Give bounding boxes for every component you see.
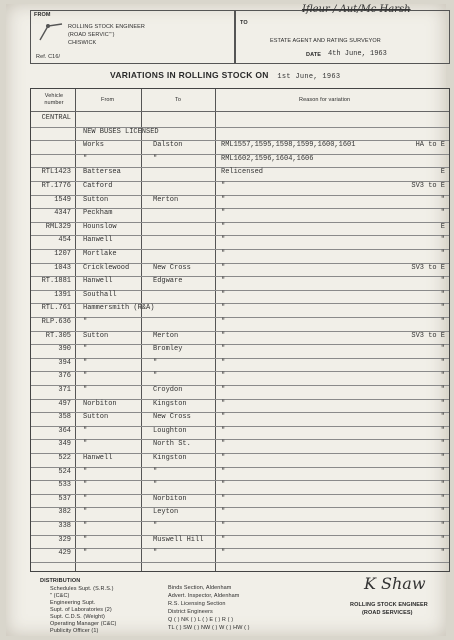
col-reason: Reason for variation <box>299 97 351 103</box>
to-cell: Loughton <box>153 426 187 435</box>
vehicle-cell: 522 <box>58 454 71 462</box>
to-cell: New Cross <box>153 413 191 422</box>
variations-table <box>30 88 450 572</box>
reason-cell: " <box>221 236 226 245</box>
table-row <box>31 127 449 141</box>
code-cell: " <box>440 535 445 544</box>
from-cell: " <box>83 549 88 558</box>
vehicle-cell: 382 <box>58 508 71 517</box>
from-cell: " <box>83 426 88 435</box>
from-line-1: ROLLING STOCK ENGINEER <box>68 24 145 30</box>
reason-cell: RML1557,1595,1598,1599,1600,1601 <box>221 141 356 150</box>
from-cell: Norbiton <box>83 399 117 408</box>
from-cell: " <box>83 345 88 354</box>
table-row <box>31 467 449 481</box>
vehicle-cell: RT.1776 <box>41 182 71 190</box>
from-cell: " <box>83 358 88 367</box>
table-row <box>31 494 449 508</box>
from-label: FROM <box>34 12 51 18</box>
from-cell: " <box>83 481 88 490</box>
reason-cell: " <box>221 277 226 286</box>
code-cell: " <box>440 467 445 476</box>
vehicle-cell: 1043 <box>54 263 71 272</box>
from-cell: Peckham <box>83 209 113 218</box>
reason-cell: " <box>221 399 226 408</box>
table-row <box>31 358 449 372</box>
table-row <box>31 113 449 127</box>
reason-cell: " <box>221 358 226 367</box>
vehicle-cell: 524 <box>58 467 71 476</box>
code-cell: HA to E <box>415 141 445 150</box>
table-row <box>31 235 449 249</box>
col-from: From <box>101 97 115 103</box>
from-cell: Hanwell <box>83 454 113 462</box>
reason-cell: " <box>221 467 226 476</box>
code-cell: " <box>440 454 445 462</box>
table-row <box>31 222 449 236</box>
from-cell: Sutton <box>83 195 109 204</box>
table-row <box>31 521 449 535</box>
from-cell: NEW BUSES LICENSED <box>83 127 159 136</box>
table-row <box>31 167 449 181</box>
to-cell: Kingston <box>153 399 187 408</box>
to-cell: Dalston <box>153 141 183 150</box>
reason-cell: " <box>221 494 226 503</box>
date-value: 4th June, 1963 <box>328 50 387 58</box>
to-cell: Bromley <box>153 345 183 354</box>
table-row <box>31 140 449 154</box>
reason-cell: " <box>221 182 226 190</box>
table-row <box>31 453 449 467</box>
from-cell: " <box>83 154 88 163</box>
code-cell: " <box>440 399 445 408</box>
reason-cell: " <box>221 304 226 313</box>
from-cell: Catford <box>83 182 113 190</box>
code-cell: " <box>440 481 445 490</box>
table-row <box>31 399 449 413</box>
code-cell: " <box>440 426 445 435</box>
distribution-mid <box>168 584 250 632</box>
vehicle-cell: 537 <box>58 494 71 503</box>
vehicle-cell: RT.1881 <box>41 277 71 286</box>
to-cell: North St. <box>153 440 191 449</box>
code-cell: " <box>440 195 445 204</box>
ref-number: Ref. C16/ <box>36 54 61 60</box>
from-cell: " <box>83 467 88 476</box>
table-row <box>31 303 449 317</box>
from-cell: Hounslow <box>83 222 117 231</box>
reason-cell: " <box>221 440 226 449</box>
code-cell: " <box>440 440 445 449</box>
to-cell: Leyton <box>153 508 179 517</box>
reason-cell: " <box>221 222 226 231</box>
vehicle-cell: CENTRAL <box>41 114 71 122</box>
table-row <box>31 249 449 263</box>
table-body <box>31 113 449 571</box>
title-date: 1st June, 1963 <box>277 73 341 81</box>
document-sheet <box>6 4 446 636</box>
table-row <box>31 412 449 426</box>
from-cell: Sutton <box>83 331 109 340</box>
vehicle-cell: 429 <box>58 549 71 558</box>
reason-cell: " <box>221 386 226 394</box>
reason-cell: " <box>221 318 226 326</box>
code-cell: " <box>440 372 445 381</box>
from-cell: Hammersmith (R&A) <box>83 304 155 313</box>
vehicle-cell: 394 <box>58 358 71 367</box>
vehicle-cell: 338 <box>58 522 71 530</box>
from-cell: Hanwell <box>83 277 113 286</box>
distribution-item: Engineering Supt. <box>50 600 96 606</box>
distribution-item: Supt. C.D.S. (Weight) <box>50 614 105 620</box>
reason-cell: " <box>221 331 226 340</box>
table-row <box>31 195 449 209</box>
code-cell: " <box>440 508 445 517</box>
signature: K Shaw <box>364 574 426 593</box>
to-label: TO <box>240 20 248 26</box>
vehicle-cell: 4347 <box>54 209 71 218</box>
vehicle-cell: 349 <box>58 440 71 449</box>
table-row <box>31 331 449 345</box>
distribution-item: Advert. Inspector, Aldenham <box>168 593 240 599</box>
table-row <box>31 263 449 277</box>
distribution-item: Supt. of Laboratories (2) <box>50 607 112 613</box>
vehicle-cell: 1207 <box>54 250 71 258</box>
to-cell: " <box>153 467 158 476</box>
table-row <box>31 426 449 440</box>
code-cell: SV3 to E <box>411 263 445 272</box>
from-cell: Southall <box>83 290 117 299</box>
vehicle-cell: 454 <box>58 236 71 245</box>
reason-cell: " <box>221 535 226 544</box>
code-cell: " <box>440 358 445 367</box>
distribution-item: Publicity Officer (1) <box>50 628 99 634</box>
from-cell: " <box>83 508 88 517</box>
vehicle-cell: 376 <box>58 372 71 381</box>
from-cell: " <box>83 535 88 544</box>
to-cell: Kingston <box>153 454 187 462</box>
reason-cell: " <box>221 481 226 490</box>
to-cell: " <box>153 481 158 490</box>
table-row <box>31 276 449 290</box>
from-line-3: CHISWICK <box>68 40 97 46</box>
from-cell: Sutton <box>83 413 109 422</box>
reason-cell: " <box>221 508 226 517</box>
from-cell: " <box>83 440 88 449</box>
code-cell: SV3 to E <box>411 182 445 190</box>
code-cell: " <box>440 318 445 326</box>
to-cell: Edgware <box>153 277 183 286</box>
distribution-label: DISTRIBUTION <box>40 578 81 584</box>
vehicle-cell: 533 <box>58 481 71 490</box>
page-title <box>110 70 340 81</box>
reason-cell: " <box>221 372 226 381</box>
table-row <box>31 385 449 399</box>
code-cell: " <box>440 549 445 558</box>
reason-cell: " <box>221 345 226 354</box>
code-cell: E <box>440 222 445 231</box>
col-vehicle: Vehicle number <box>44 93 64 106</box>
from-cell: " <box>83 386 88 394</box>
distribution-item: Q ( ) NK ( ) L ( ) E ( ) R ( ) <box>168 617 234 623</box>
to-cell: Merton <box>153 331 179 340</box>
handwritten-note: Ifleur / Aut/Mc Harsh <box>302 4 411 15</box>
table-row <box>31 548 449 562</box>
to-cell: Norbiton <box>153 494 187 503</box>
from-cell: " <box>83 318 88 326</box>
vehicle-cell: 371 <box>58 386 71 394</box>
vehicle-cell: 1549 <box>54 195 71 204</box>
code-cell: " <box>440 209 445 218</box>
from-logo <box>38 22 64 42</box>
to-cell: Muswell Hill <box>153 535 204 544</box>
distribution-item: Schedules Supt. (S.R.S.) <box>50 586 114 592</box>
vehicle-cell: 364 <box>58 426 71 435</box>
to-cell: " <box>153 154 158 163</box>
to-cell: " <box>153 358 158 367</box>
code-cell: " <box>440 494 445 503</box>
distribution-left <box>50 586 117 635</box>
distribution-item: Binds Section, Aldenham <box>168 585 232 591</box>
code-cell: " <box>440 277 445 286</box>
table-row <box>31 290 449 304</box>
code-cell: " <box>440 236 445 245</box>
to-cell: " <box>153 549 158 558</box>
to-cell: New Cross <box>153 263 191 272</box>
code-cell: " <box>440 413 445 422</box>
vehicle-cell: RT.305 <box>45 331 71 340</box>
distribution-item: " (C&C) <box>50 593 70 599</box>
table-row <box>31 480 449 494</box>
reason-cell: " <box>221 290 226 299</box>
vehicle-cell: 390 <box>58 345 71 354</box>
table-row <box>31 507 449 521</box>
code-cell: " <box>440 522 445 530</box>
vehicle-cell: 358 <box>58 413 71 422</box>
to-recipient: ESTATE AGENT AND RATING SURVEYOR <box>270 38 381 44</box>
to-cell: Croydon <box>153 386 183 394</box>
reason-cell: " <box>221 263 226 272</box>
table-row <box>31 208 449 222</box>
reason-cell: " <box>221 426 226 435</box>
from-cell: Works <box>83 141 105 150</box>
distribution-item: TL ( ) SW ( ) NW ( ) W ( ) HW ( ) <box>168 625 250 631</box>
reason-cell: Relicensed <box>221 168 264 177</box>
table-row <box>31 439 449 453</box>
reason-cell: " <box>221 454 226 462</box>
distribution-item: R.S. Licensing Section <box>168 601 226 607</box>
sign-title-2: (ROAD SERVICES) <box>362 610 413 616</box>
vehicle-cell: RTL1423 <box>41 168 71 177</box>
vehicle-cell: RML329 <box>45 222 71 231</box>
from-cell: " <box>83 372 88 381</box>
vehicle-cell: RLP.636 <box>41 318 71 326</box>
from-cell: Hanwell <box>83 236 113 245</box>
from-line-2: (ROAD SERVIC’’’) <box>68 32 115 38</box>
vehicle-cell: 1391 <box>54 290 71 299</box>
to-cell: Merton <box>153 195 179 204</box>
reason-cell: RML1602,1596,1604,1606 <box>221 154 314 163</box>
reason-cell: " <box>221 195 226 204</box>
table-row <box>31 371 449 385</box>
code-cell: " <box>440 290 445 299</box>
date-label: DATE <box>306 52 321 58</box>
code-cell: " <box>440 345 445 354</box>
to-cell: " <box>153 522 158 530</box>
reason-cell: " <box>221 250 226 258</box>
title-prefix: VARIATIONS IN ROLLING STOCK ON <box>110 70 269 80</box>
table-row <box>31 344 449 358</box>
code-cell: E <box>440 168 445 177</box>
from-cell: Cricklewood <box>83 263 130 272</box>
vehicle-cell: 329 <box>58 535 71 544</box>
table-row <box>31 535 449 549</box>
distribution-item: Operating Manager (C&C) <box>50 621 117 627</box>
code-cell: " <box>440 304 445 313</box>
col-to: To <box>175 97 182 103</box>
vehicle-cell: 497 <box>58 399 71 408</box>
distribution-item: District Engineers <box>168 609 213 615</box>
from-cell: " <box>83 522 88 530</box>
table-row <box>31 181 449 195</box>
reason-cell: " <box>221 209 226 218</box>
reason-cell: " <box>221 413 226 422</box>
to-cell: " <box>153 372 158 381</box>
sign-title-1: ROLLING STOCK ENGINEER <box>350 602 428 608</box>
code-cell: " <box>440 386 445 394</box>
from-cell: Mortlake <box>83 250 117 258</box>
code-cell: SV3 to E <box>411 331 445 340</box>
code-cell: " <box>440 250 445 258</box>
vehicle-cell: RTL.761 <box>41 304 71 313</box>
from-cell: " <box>83 494 88 503</box>
reason-cell: " <box>221 549 226 558</box>
reason-cell: " <box>221 522 226 530</box>
table-row <box>31 154 449 168</box>
from-cell: Battersea <box>83 168 121 177</box>
table-row <box>31 317 449 331</box>
